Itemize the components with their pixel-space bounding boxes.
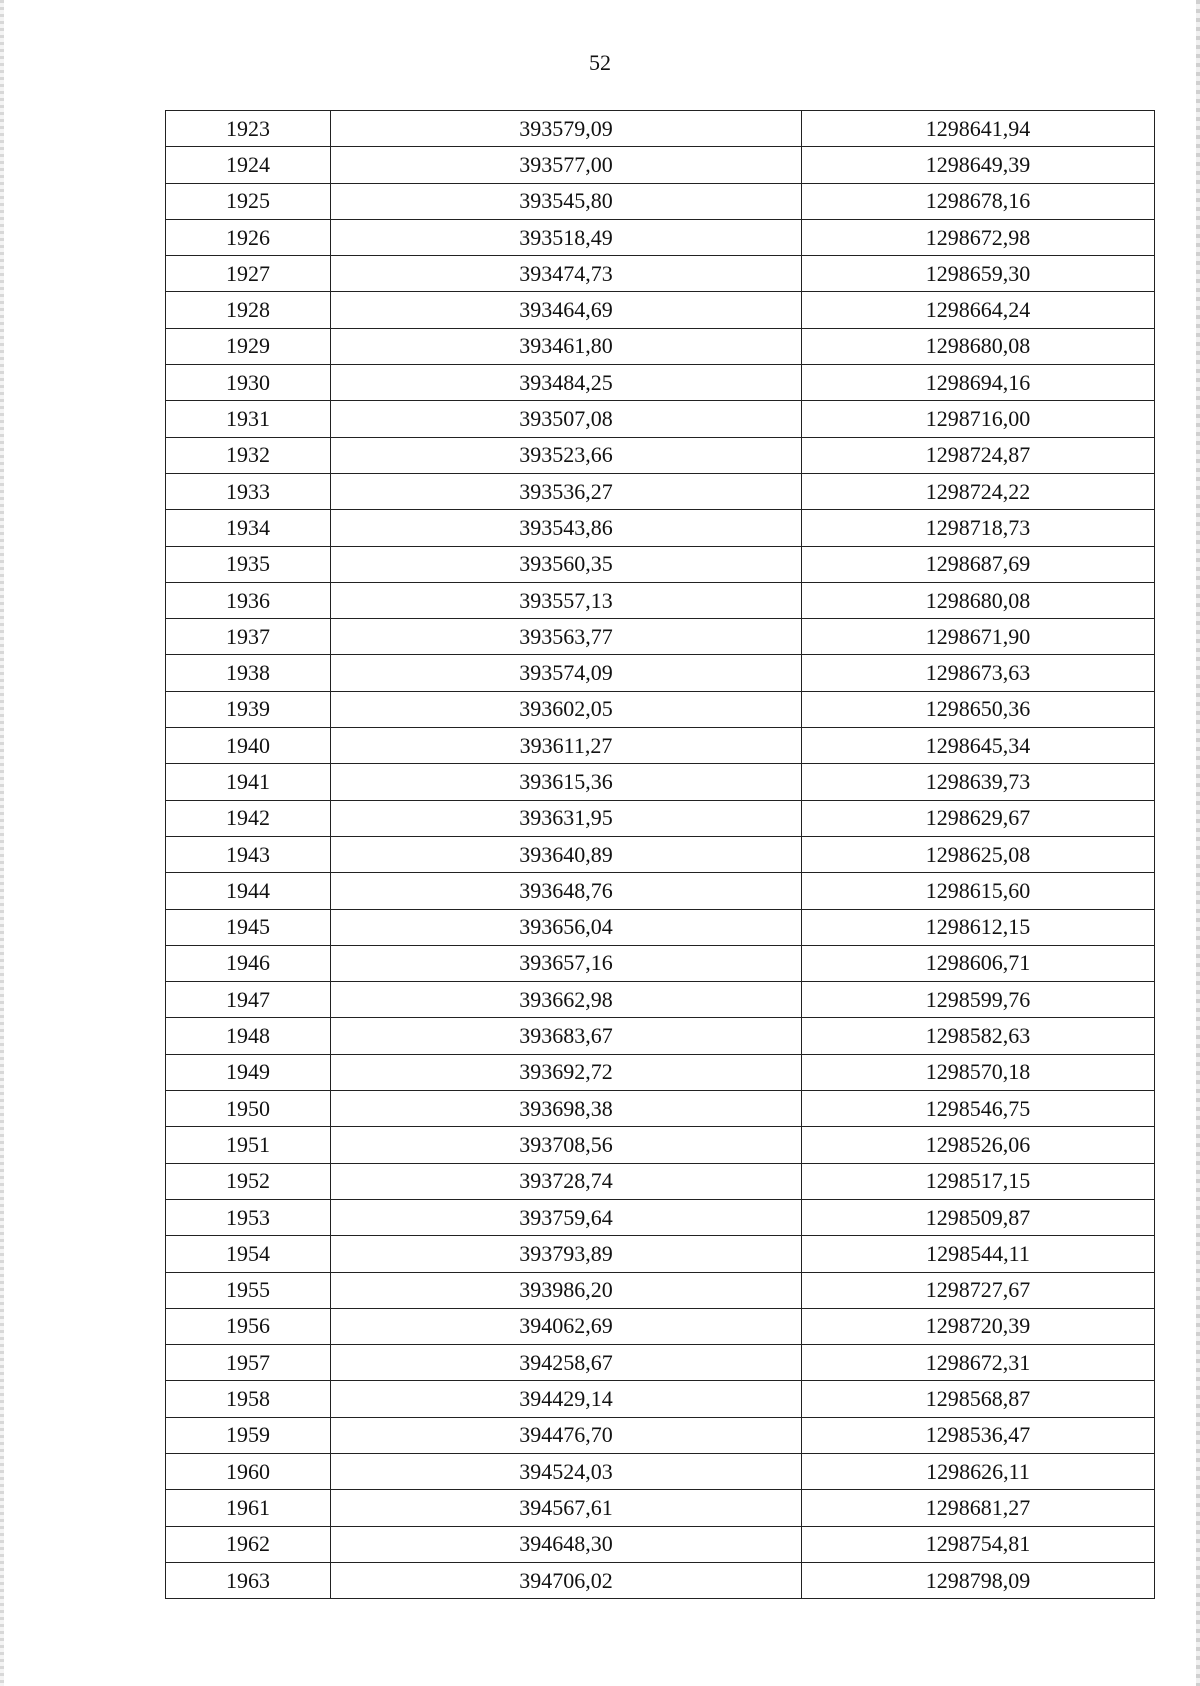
point-number-cell: 1923 xyxy=(166,111,331,147)
y-coordinate-cell: 1298680,08 xyxy=(802,328,1155,364)
y-coordinate-cell: 1298639,73 xyxy=(802,764,1155,800)
y-coordinate-cell: 1298615,60 xyxy=(802,873,1155,909)
y-coordinate-cell: 1298671,90 xyxy=(802,619,1155,655)
y-coordinate-cell: 1298716,00 xyxy=(802,401,1155,437)
point-number-cell: 1963 xyxy=(166,1562,331,1598)
point-number-cell: 1940 xyxy=(166,728,331,764)
table-row xyxy=(166,1453,1155,1489)
y-coordinate-cell: 1298798,09 xyxy=(802,1562,1155,1598)
point-number-cell: 1931 xyxy=(166,401,331,437)
point-number-cell: 1949 xyxy=(166,1054,331,1090)
coordinates-table xyxy=(165,110,1155,1599)
table-row xyxy=(166,219,1155,255)
point-number-cell: 1951 xyxy=(166,1127,331,1163)
table-row xyxy=(166,292,1155,328)
table-row xyxy=(166,836,1155,872)
table-row xyxy=(166,256,1155,292)
point-number-cell: 1961 xyxy=(166,1490,331,1526)
y-coordinate-cell: 1298570,18 xyxy=(802,1054,1155,1090)
y-coordinate-cell: 1298720,39 xyxy=(802,1308,1155,1344)
y-coordinate-cell: 1298754,81 xyxy=(802,1526,1155,1562)
x-coordinate-cell: 393507,08 xyxy=(331,401,802,437)
table-row xyxy=(166,111,1155,147)
y-coordinate-cell: 1298626,11 xyxy=(802,1453,1155,1489)
table-row xyxy=(166,655,1155,691)
table-row xyxy=(166,945,1155,981)
scan-edge-left xyxy=(0,0,4,1686)
table-row xyxy=(166,473,1155,509)
x-coordinate-cell: 393611,27 xyxy=(331,728,802,764)
y-coordinate-cell: 1298641,94 xyxy=(802,111,1155,147)
point-number-cell: 1937 xyxy=(166,619,331,655)
table-row xyxy=(166,1018,1155,1054)
y-coordinate-cell: 1298727,67 xyxy=(802,1272,1155,1308)
y-coordinate-cell: 1298680,08 xyxy=(802,582,1155,618)
x-coordinate-cell: 393557,13 xyxy=(331,582,802,618)
table-row xyxy=(166,365,1155,401)
point-number-cell: 1925 xyxy=(166,183,331,219)
y-coordinate-cell: 1298687,69 xyxy=(802,546,1155,582)
point-number-cell: 1955 xyxy=(166,1272,331,1308)
x-coordinate-cell: 393536,27 xyxy=(331,473,802,509)
x-coordinate-cell: 393461,80 xyxy=(331,328,802,364)
x-coordinate-cell: 393615,36 xyxy=(331,764,802,800)
x-coordinate-cell: 393986,20 xyxy=(331,1272,802,1308)
point-number-cell: 1928 xyxy=(166,292,331,328)
point-number-cell: 1954 xyxy=(166,1236,331,1272)
x-coordinate-cell: 393579,09 xyxy=(331,111,802,147)
table-row xyxy=(166,437,1155,473)
y-coordinate-cell: 1298526,06 xyxy=(802,1127,1155,1163)
y-coordinate-cell: 1298718,73 xyxy=(802,510,1155,546)
scan-edge-right xyxy=(1196,0,1200,1686)
table-row xyxy=(166,982,1155,1018)
point-number-cell: 1957 xyxy=(166,1345,331,1381)
point-number-cell: 1930 xyxy=(166,365,331,401)
x-coordinate-cell: 393543,86 xyxy=(331,510,802,546)
y-coordinate-cell: 1298612,15 xyxy=(802,909,1155,945)
table-row xyxy=(166,764,1155,800)
point-number-cell: 1956 xyxy=(166,1308,331,1344)
table-row xyxy=(166,510,1155,546)
point-number-cell: 1959 xyxy=(166,1417,331,1453)
table-row xyxy=(166,401,1155,437)
coordinates-table-body xyxy=(166,111,1155,1599)
y-coordinate-cell: 1298678,16 xyxy=(802,183,1155,219)
y-coordinate-cell: 1298724,87 xyxy=(802,437,1155,473)
point-number-cell: 1927 xyxy=(166,256,331,292)
x-coordinate-cell: 393728,74 xyxy=(331,1163,802,1199)
point-number-cell: 1962 xyxy=(166,1526,331,1562)
x-coordinate-cell: 394567,61 xyxy=(331,1490,802,1526)
point-number-cell: 1943 xyxy=(166,836,331,872)
y-coordinate-cell: 1298681,27 xyxy=(802,1490,1155,1526)
table-row xyxy=(166,183,1155,219)
table-row xyxy=(166,1417,1155,1453)
x-coordinate-cell: 393692,72 xyxy=(331,1054,802,1090)
x-coordinate-cell: 393698,38 xyxy=(331,1091,802,1127)
x-coordinate-cell: 394476,70 xyxy=(331,1417,802,1453)
y-coordinate-cell: 1298606,71 xyxy=(802,945,1155,981)
y-coordinate-cell: 1298546,75 xyxy=(802,1091,1155,1127)
point-number-cell: 1935 xyxy=(166,546,331,582)
point-number-cell: 1933 xyxy=(166,473,331,509)
point-number-cell: 1924 xyxy=(166,147,331,183)
point-number-cell: 1942 xyxy=(166,800,331,836)
x-coordinate-cell: 393563,77 xyxy=(331,619,802,655)
x-coordinate-cell: 394429,14 xyxy=(331,1381,802,1417)
x-coordinate-cell: 393708,56 xyxy=(331,1127,802,1163)
page-number: 52 xyxy=(589,50,611,75)
table-row xyxy=(166,582,1155,618)
y-coordinate-cell: 1298649,39 xyxy=(802,147,1155,183)
table-row xyxy=(166,1381,1155,1417)
point-number-cell: 1948 xyxy=(166,1018,331,1054)
y-coordinate-cell: 1298672,98 xyxy=(802,219,1155,255)
x-coordinate-cell: 393464,69 xyxy=(331,292,802,328)
x-coordinate-cell: 393560,35 xyxy=(331,546,802,582)
point-number-cell: 1950 xyxy=(166,1091,331,1127)
point-number-cell: 1941 xyxy=(166,764,331,800)
x-coordinate-cell: 393474,73 xyxy=(331,256,802,292)
x-coordinate-cell: 393602,05 xyxy=(331,691,802,727)
x-coordinate-cell: 393523,66 xyxy=(331,437,802,473)
y-coordinate-cell: 1298664,24 xyxy=(802,292,1155,328)
table-row xyxy=(166,800,1155,836)
point-number-cell: 1945 xyxy=(166,909,331,945)
point-number-cell: 1952 xyxy=(166,1163,331,1199)
y-coordinate-cell: 1298536,47 xyxy=(802,1417,1155,1453)
x-coordinate-cell: 393518,49 xyxy=(331,219,802,255)
point-number-cell: 1946 xyxy=(166,945,331,981)
table-row xyxy=(166,1199,1155,1235)
x-coordinate-cell: 394648,30 xyxy=(331,1526,802,1562)
table-row xyxy=(166,1091,1155,1127)
y-coordinate-cell: 1298672,31 xyxy=(802,1345,1155,1381)
y-coordinate-cell: 1298694,16 xyxy=(802,365,1155,401)
y-coordinate-cell: 1298517,15 xyxy=(802,1163,1155,1199)
x-coordinate-cell: 393640,89 xyxy=(331,836,802,872)
table-row xyxy=(166,909,1155,945)
y-coordinate-cell: 1298629,67 xyxy=(802,800,1155,836)
table-row xyxy=(166,1526,1155,1562)
table-row xyxy=(166,728,1155,764)
x-coordinate-cell: 393631,95 xyxy=(331,800,802,836)
y-coordinate-cell: 1298544,11 xyxy=(802,1236,1155,1272)
y-coordinate-cell: 1298599,76 xyxy=(802,982,1155,1018)
y-coordinate-cell: 1298509,87 xyxy=(802,1199,1155,1235)
point-number-cell: 1934 xyxy=(166,510,331,546)
point-number-cell: 1944 xyxy=(166,873,331,909)
x-coordinate-cell: 393793,89 xyxy=(331,1236,802,1272)
point-number-cell: 1926 xyxy=(166,219,331,255)
table-row xyxy=(166,1236,1155,1272)
y-coordinate-cell: 1298659,30 xyxy=(802,256,1155,292)
point-number-cell: 1953 xyxy=(166,1199,331,1235)
x-coordinate-cell: 394062,69 xyxy=(331,1308,802,1344)
table-row xyxy=(166,1054,1155,1090)
table-row xyxy=(166,619,1155,655)
point-number-cell: 1929 xyxy=(166,328,331,364)
x-coordinate-cell: 393648,76 xyxy=(331,873,802,909)
x-coordinate-cell: 393759,64 xyxy=(331,1199,802,1235)
x-coordinate-cell: 393656,04 xyxy=(331,909,802,945)
y-coordinate-cell: 1298568,87 xyxy=(802,1381,1155,1417)
table-row xyxy=(166,1562,1155,1598)
x-coordinate-cell: 393545,80 xyxy=(331,183,802,219)
table-row xyxy=(166,1490,1155,1526)
x-coordinate-cell: 393662,98 xyxy=(331,982,802,1018)
point-number-cell: 1936 xyxy=(166,582,331,618)
table-row xyxy=(166,1127,1155,1163)
y-coordinate-cell: 1298625,08 xyxy=(802,836,1155,872)
x-coordinate-cell: 393683,67 xyxy=(331,1018,802,1054)
table-row xyxy=(166,1308,1155,1344)
y-coordinate-cell: 1298724,22 xyxy=(802,473,1155,509)
x-coordinate-cell: 393574,09 xyxy=(331,655,802,691)
table-row xyxy=(166,546,1155,582)
y-coordinate-cell: 1298673,63 xyxy=(802,655,1155,691)
x-coordinate-cell: 394258,67 xyxy=(331,1345,802,1381)
y-coordinate-cell: 1298582,63 xyxy=(802,1018,1155,1054)
point-number-cell: 1938 xyxy=(166,655,331,691)
y-coordinate-cell: 1298650,36 xyxy=(802,691,1155,727)
point-number-cell: 1947 xyxy=(166,982,331,1018)
x-coordinate-cell: 393484,25 xyxy=(331,365,802,401)
table-row xyxy=(166,1163,1155,1199)
x-coordinate-cell: 393657,16 xyxy=(331,945,802,981)
table-row xyxy=(166,873,1155,909)
x-coordinate-cell: 393577,00 xyxy=(331,147,802,183)
point-number-cell: 1960 xyxy=(166,1453,331,1489)
table-row xyxy=(166,1345,1155,1381)
point-number-cell: 1932 xyxy=(166,437,331,473)
point-number-cell: 1958 xyxy=(166,1381,331,1417)
table-row xyxy=(166,1272,1155,1308)
x-coordinate-cell: 394524,03 xyxy=(331,1453,802,1489)
point-number-cell: 1939 xyxy=(166,691,331,727)
x-coordinate-cell: 394706,02 xyxy=(331,1562,802,1598)
table-row xyxy=(166,691,1155,727)
y-coordinate-cell: 1298645,34 xyxy=(802,728,1155,764)
table-row xyxy=(166,328,1155,364)
table-row xyxy=(166,147,1155,183)
